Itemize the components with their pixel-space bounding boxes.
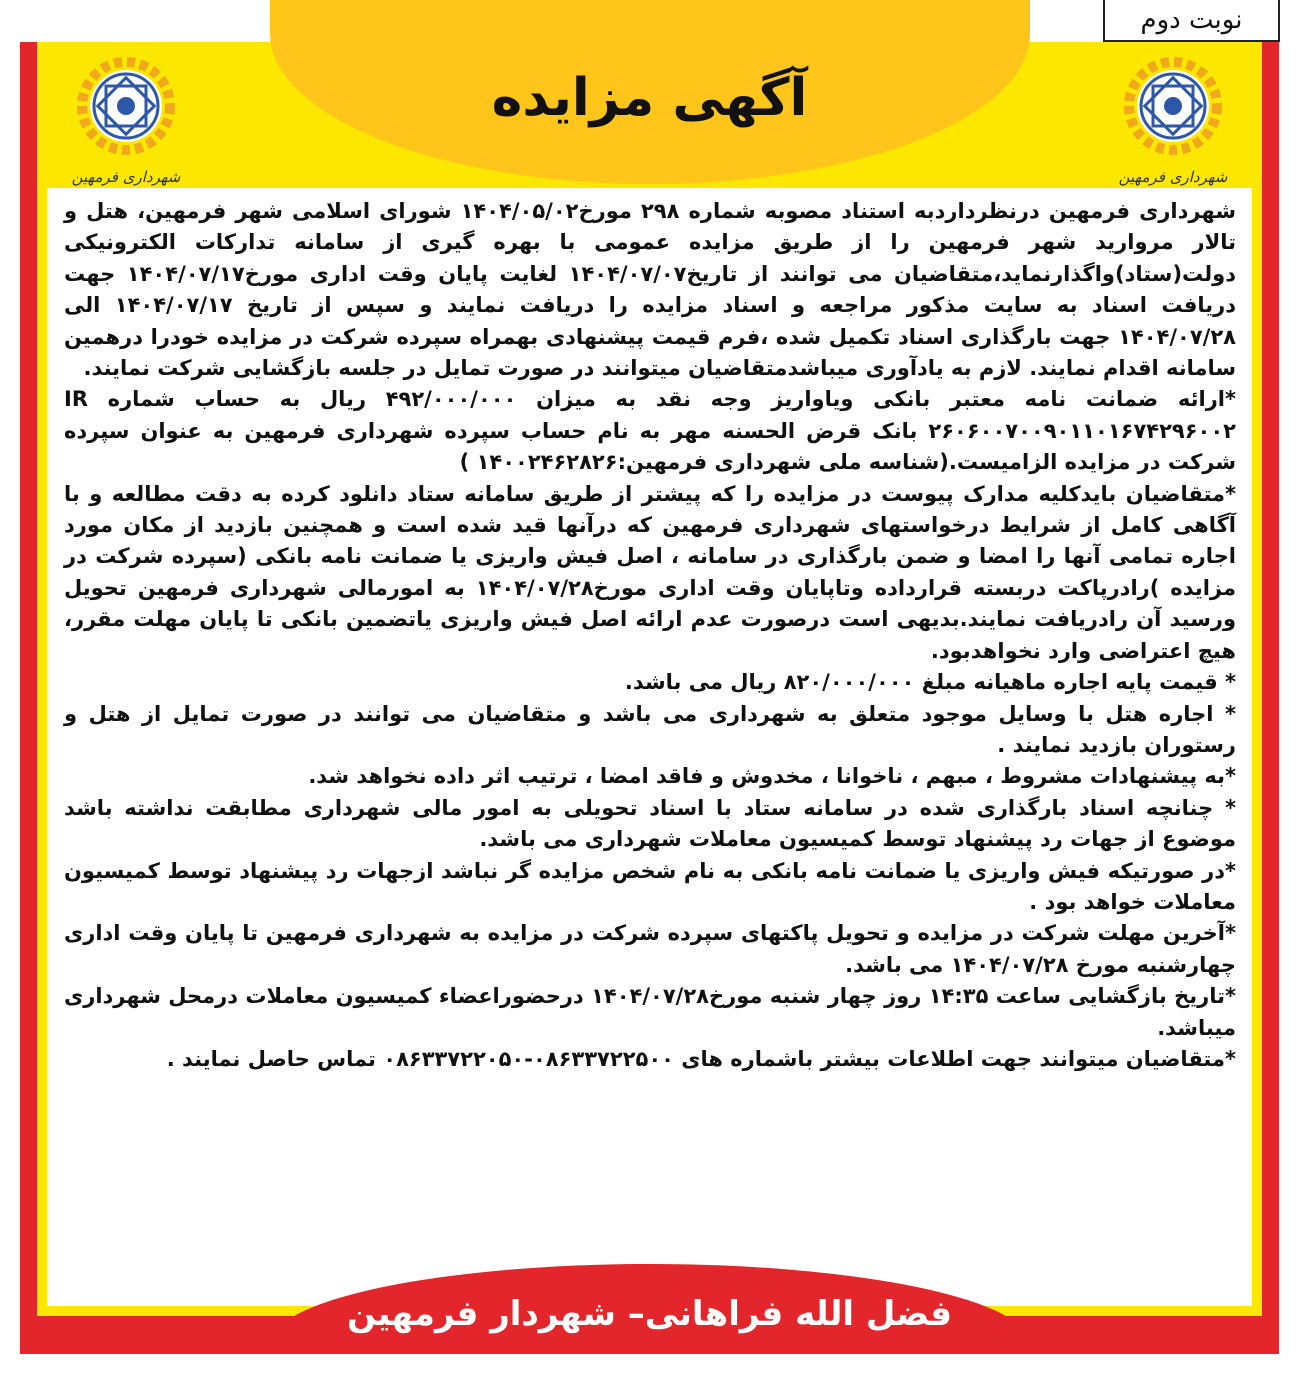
paragraph-intro: شهرداری فرمهین درنظرداردبه استناد مصوبه شماره ۲۹۸ مورخ۱۴۰۴/۰۵/۰۲ شورای اسلامی شهر فرمهین، هتل و تالار مروارید شهر فرمهین را از طریق مزایده عمومی با بهره گیری از سامانه تدارکات الکترونیکی دولت(ستاد)واگذارنماید،متقاضیان می توانند از تاریخ۱۴۰۴/۰۷/۰۷ لغایت پایان وقت اداری مورخ۱۴۰۴/۰۷/۱۷ جهت دریافت اسناد به سایت مذکور مراجعه و اسناد مزایده را دریافت نمایند و سپس از تاریخ ۱۴۰۴/۰۷/۱۷ الی ۱۴۰۴/۰۷/۲۸ جهت بارگذاری اسناد تکمیل شده ،فرم قیمت پیشنهادی بهمراه سپرده شرکت در مزایده خودرا درهمین سامانه اقدام نمایند. لازم به یادآوری میباشدمتقاضیان میتوانند در صورت تمایل در جلسه بازگشایی شرکت نمایند. bbox=[64, 199, 1237, 381]
gear-emblem-icon bbox=[1114, 56, 1232, 164]
municipality-logo-left bbox=[67, 56, 185, 186]
gear-emblem-icon bbox=[67, 56, 185, 164]
municipality-logo-right bbox=[1114, 56, 1232, 186]
signature-line: فضل الله فراهانی– شهردار فرمهین bbox=[346, 1294, 953, 1334]
logo-caption: شهرداری فرمهین bbox=[1118, 168, 1228, 186]
paragraph-hotel-visit: * اجاره هتل با وسایل موجود متعلق به شهرداری می باشد و متقاضیان می توانند در صورت تمایل از هتل و رستوران بازدید نمایند . bbox=[64, 701, 1236, 757]
logo-caption: شهرداری فرمهین bbox=[71, 168, 181, 186]
paragraph-contact: *متقاضیان میتوانند جهت اطلاعات بیشتر باشماره های ۰۸۶۳۳۷۲۲۵۰۰-۰۸۶۳۳۷۲۲۰۵۰ تماس حاصل نمایند . bbox=[166, 1046, 1236, 1071]
paragraph-base-price: * قیمت پایه اجاره ماهیانه مبلغ ۸۲۰/۰۰۰/۰۰۰ ریال می باشد. bbox=[624, 670, 1236, 695]
paragraph-deadline: *آخرین مهلت شرکت در مزایده و تحویل پاکتهای سپرده شرکت در مزایده به شهرداری فرمهین تا پایان وقت اداری چهارشنبه مورخ ۱۴۰۴/۰۷/۲۸ می باشد. bbox=[64, 921, 1236, 977]
paragraph-mismatch: * چنانچه اسناد بارگذاری شده در سامانه ستاد با اسناد تحویلی به امور مالی شهرداری مطابقت نداشته باشد موضوع از جهات رد پیشنهاد توسط کمیسیون معاملات شهرداری می باشد. bbox=[64, 795, 1236, 852]
paragraph-guarantee: *ارائه ضمانت نامه معتبر بانکی ویاواریز وجه نقد به میزان ۴۹۲/۰۰۰/۰۰۰ ریال به حساب شماره IR ۲۶۰۶۰۰۷۰۰۹۰۱۱۰۱۶۷۴۲۹۶۰۰۲ بانک قرض الحسنه مهر به نام حساب سپرده شهرداری فرمهین به عنوان سپرده شرکت در مزایده الزامیست.(شناسه ملی شهرداری فرمهین:۱۴۰۰۲۴۶۲۸۲۶ ) bbox=[64, 387, 1236, 475]
paragraph-conditional-offers: *به پیشنهادات مشروط ، مبهم ، ناخوانا ، مخدوش و فاقد امضا ، ترتیب اثر داده نخواهد شد. bbox=[308, 764, 1236, 789]
paragraph-payer-name: *در صورتیکه فیش واریزی یا ضمانت نامه بانکی به نام شخص مزایده گر نباشد ازجهات رد پیشنهاد توسط کمیسیون معاملات خواهد بود . bbox=[64, 858, 1236, 914]
notice-title: آگهی مزایده bbox=[491, 68, 808, 128]
paragraph-opening: *تاریخ بازگشایی ساعت ۱۴:۳۵ روز چهار شنبه مورخ۱۴۰۴/۰۷/۲۸ درحضوراعضاء کمیسیون معاملات درمحل شهرداری میباشد. bbox=[64, 984, 1237, 1040]
issue-tag: نوبت دوم bbox=[1103, 0, 1280, 42]
notice-body bbox=[64, 196, 1236, 1075]
paragraph-documents: *متقاضیان بایدکلیه مدارک پیوست در مزایده را که پیشتر از طریق سامانه ستاد دانلود کرده به دقت مطالعه و با آگاهی کامل از شرایط درخواستهای شهرداری فرمهین که درآنها قید شده است و همچنین بازدید از مکان مورد اجاره تمامی آنها را امضا و ضمن بارگذاری در سامانه ، اصل فیش واریزی یا ضمانت نامه بانکی (سپرده شرکت در مزایده )رادرپاکت دربسته قرارداده وتاپایان وقت اداری مورخ۱۴۰۴/۰۷/۲۸ به امورمالی شهرداری فرمهین تحویل ورسید آن رادریافت نمایند.بدیهی است درصورت عدم ارائه اصل فیش واریزی یاتضمین بانکی تا پایان مهلت مقرر، هیچ اعتراضی وارد نخواهدبود. bbox=[64, 481, 1236, 663]
